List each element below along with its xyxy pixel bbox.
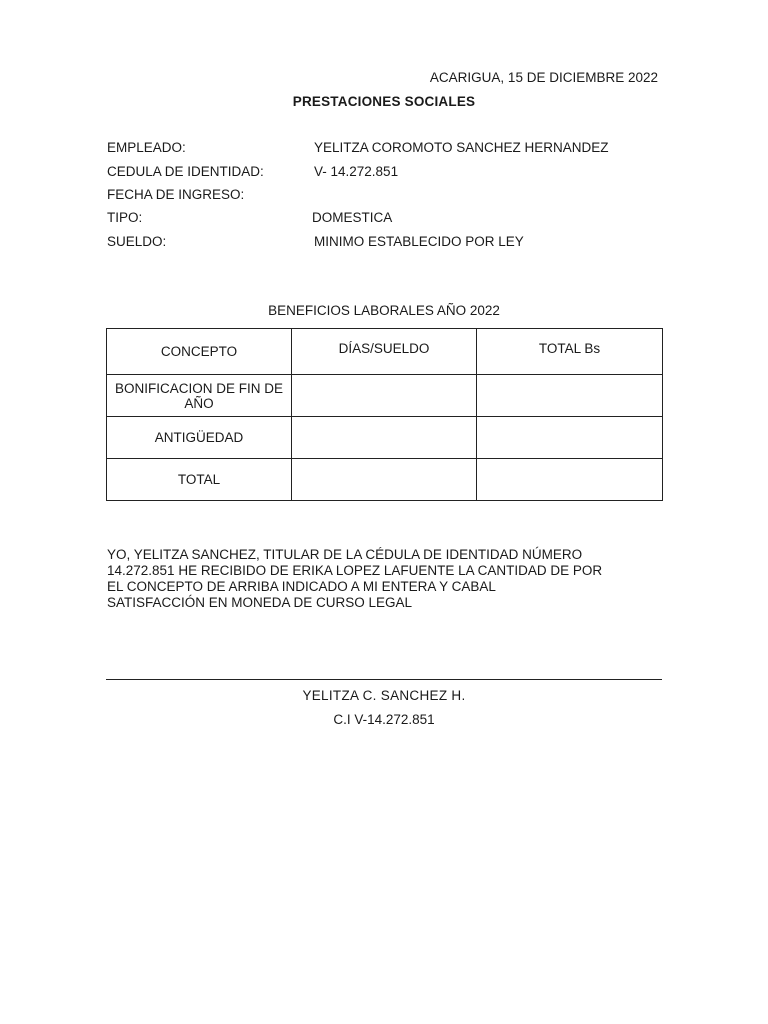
salary-label: SUELDO:: [107, 234, 167, 249]
column-header-concepto: CONCEPTO: [107, 329, 292, 375]
cell-total: [477, 459, 663, 501]
table-header-row: [107, 329, 663, 375]
hire-date-label: FECHA DE INGRESO:: [107, 187, 245, 202]
cell-dias-sueldo: [292, 375, 477, 417]
statement-line: SATISFACCIÓN EN MONEDA DE CURSO LEGAL: [107, 595, 413, 610]
signer-id: C.I V-14.272.851: [333, 712, 435, 727]
column-header-dias-sueldo: DÍAS/SUELDO: [292, 329, 477, 375]
id-card-label: CEDULA DE IDENTIDAD:: [107, 164, 264, 179]
document-date: ACARIGUA, 15 DE DICIEMBRE 2022: [429, 70, 658, 85]
benefits-table: [106, 328, 663, 501]
id-card-value: V- 14.272.851: [314, 164, 399, 179]
type-value: DOMESTICA: [312, 210, 393, 225]
document-title: PRESTACIONES SOCIALES: [292, 94, 476, 109]
table-row: [107, 375, 663, 417]
cell-total: [477, 417, 663, 459]
statement-line: EL CONCEPTO DE ARRIBA INDICADO A MI ENTERA Y CABAL: [107, 579, 496, 594]
type-label: TIPO:: [107, 210, 143, 225]
employee-label: EMPLEADO:: [107, 140, 186, 155]
cell-total: [477, 375, 663, 417]
statement-line: YO, YELITZA SANCHEZ, TITULAR DE LA CÉDULA DE IDENTIDAD NÚMERO: [107, 547, 583, 562]
column-header-total: TOTAL Bs: [477, 329, 663, 375]
cell-concepto: ANTIGÜEDAD: [107, 417, 292, 459]
signer-name: YELITZA C. SANCHEZ H.: [302, 688, 466, 703]
receipt-statement: [107, 547, 667, 611]
statement-line: 14.272.851 HE RECIBIDO DE ERIKA LOPEZ LAFUENTE LA CANTIDAD DE POR: [107, 563, 603, 578]
cell-concepto: BONIFICACION DE FIN DE AÑO: [107, 375, 292, 417]
employee-value: YELITZA COROMOTO SANCHEZ HERNANDEZ: [314, 140, 609, 155]
cell-concepto: TOTAL: [107, 459, 292, 501]
cell-dias-sueldo: [292, 459, 477, 501]
cell-dias-sueldo: [292, 417, 477, 459]
signature-line: [106, 679, 662, 680]
table-row: [107, 417, 663, 459]
table-caption: BENEFICIOS LABORALES AÑO 2022: [268, 303, 500, 318]
salary-value: MINIMO ESTABLECIDO POR LEY: [314, 234, 524, 249]
table-row: [107, 459, 663, 501]
